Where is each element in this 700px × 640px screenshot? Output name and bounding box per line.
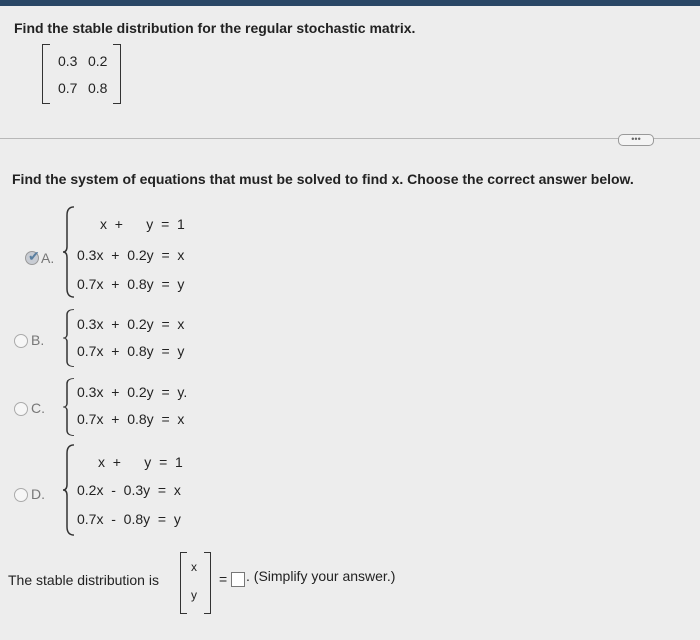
matrix-cell: 0.2 [88, 53, 108, 69]
option-c-radio[interactable] [14, 402, 28, 416]
equation-line: 0.7x + 0.8y = y [77, 276, 185, 292]
equation-line: x + y = 1 [100, 216, 185, 232]
matrix-cell: 0.7 [58, 80, 78, 96]
option-d-radio[interactable] [14, 488, 28, 502]
vector-entry-y: y [191, 588, 197, 602]
equation-line: 0.7x + 0.8y = y [77, 343, 185, 359]
option-c-label: C. [31, 400, 45, 416]
equation-line: 0.3x + 0.2y = x [77, 316, 185, 332]
answer-input-box[interactable] [231, 572, 245, 587]
left-brace-icon [62, 309, 76, 367]
option-a-label: A. [41, 250, 55, 266]
equation-line: x + y = 1 [98, 454, 183, 470]
top-bar [0, 0, 700, 6]
vector-left-bracket [180, 552, 187, 614]
more-dots-icon[interactable]: ••• [618, 134, 654, 146]
equation-line: 0.7x + 0.8y = x [77, 411, 185, 427]
equals-sign: = [219, 571, 228, 587]
question-2-text: Find the system of equations that must be solved to find x. Choose the correct answer below. [12, 171, 634, 187]
question-1-text: Find the stable distribution for the regular stochastic matrix. [14, 20, 416, 36]
equation-line: 0.2x - 0.3y = x [77, 482, 181, 498]
simplify-hint: . (Simplify your answer.) [246, 568, 396, 584]
option-a-radio[interactable] [25, 248, 40, 265]
matrix-cell: 0.3 [58, 53, 78, 69]
left-brace-icon [62, 444, 76, 536]
check-icon: ✔ [28, 248, 40, 264]
left-brace-icon [62, 206, 76, 298]
matrix-cell: 0.8 [88, 80, 108, 96]
section-divider [0, 138, 700, 139]
vector-entry-x: x [191, 560, 197, 574]
option-d-label: D. [31, 486, 45, 502]
vector-right-bracket [204, 552, 211, 614]
left-brace-icon [62, 378, 76, 436]
option-b-radio[interactable] [14, 334, 28, 348]
equation-line: 0.3x + 0.2y = y. [77, 384, 188, 400]
equation-line: 0.7x - 0.8y = y [77, 511, 181, 527]
answer-prefix: The stable distribution is [8, 572, 159, 588]
option-b-label: B. [31, 332, 45, 348]
equation-line: 0.3x + 0.2y = x [77, 247, 185, 263]
matrix-right-bracket [113, 44, 121, 104]
matrix-left-bracket [42, 44, 50, 104]
